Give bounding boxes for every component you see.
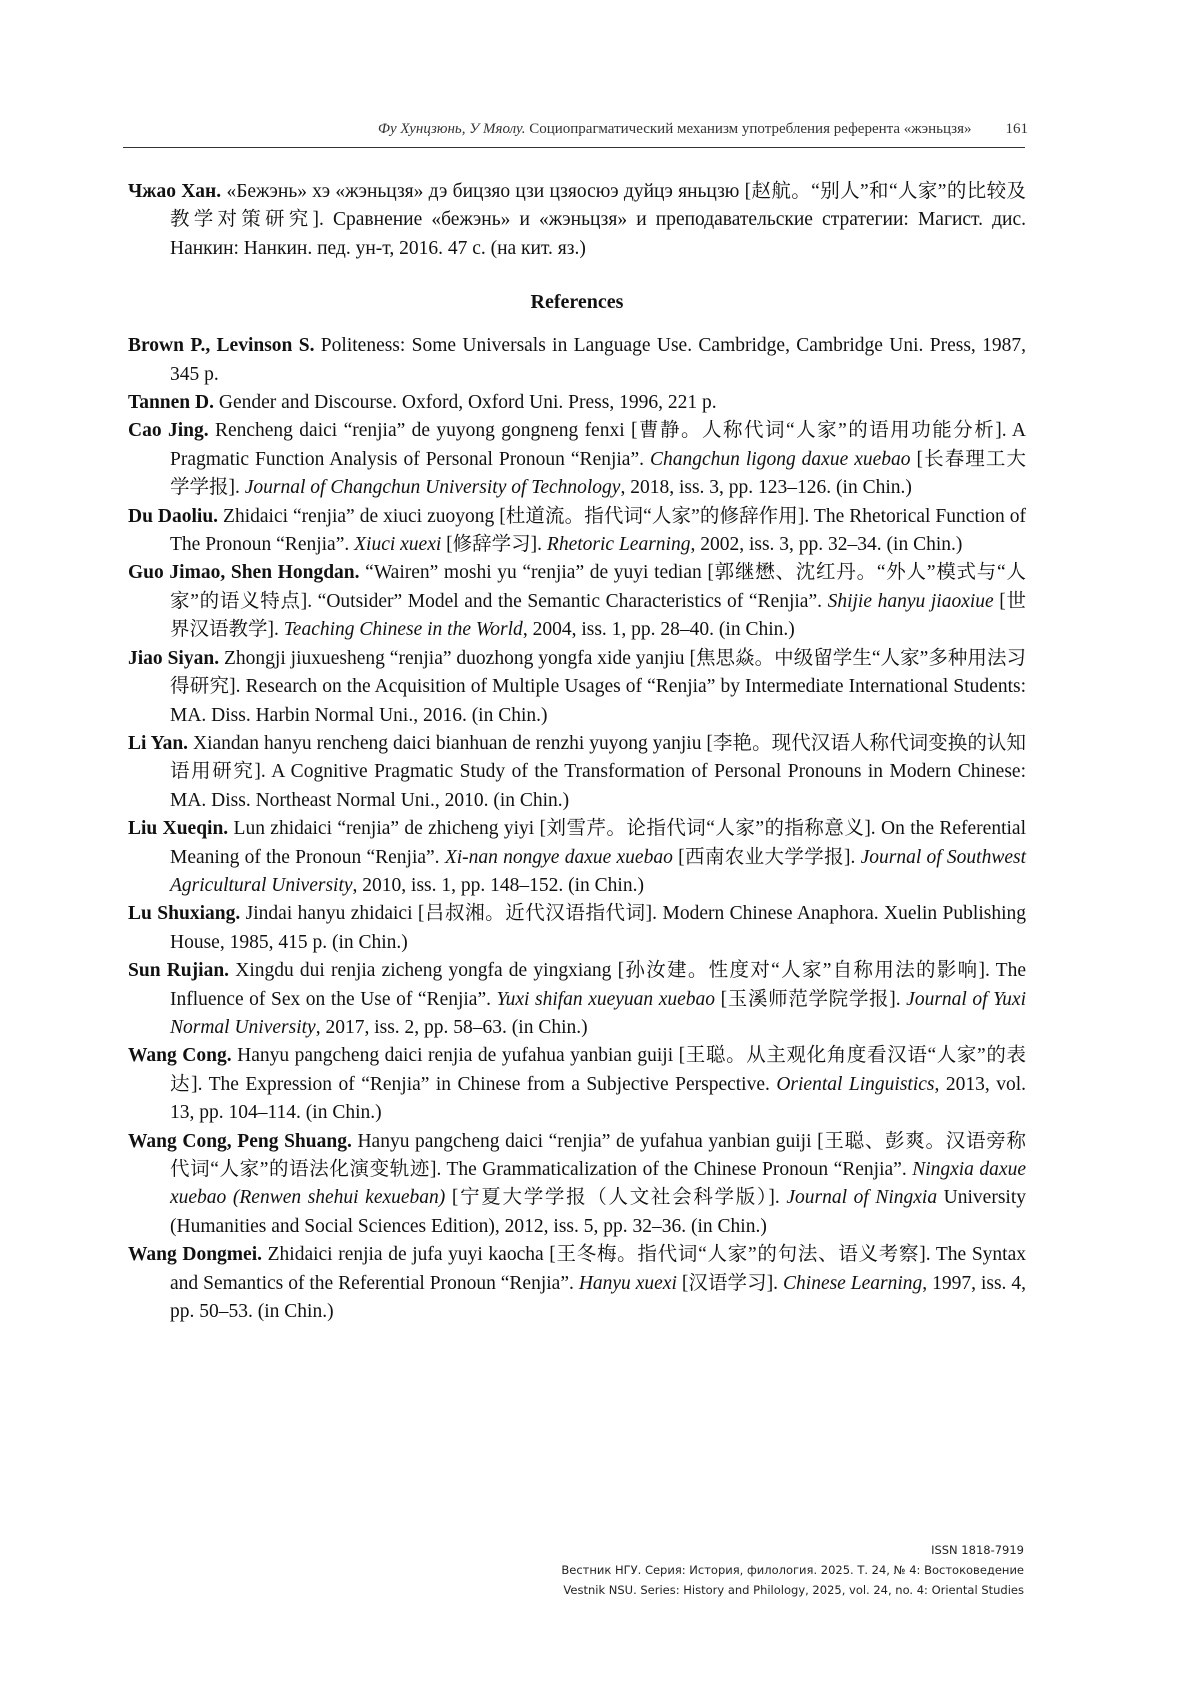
ref-journal-en: Chinese Learning — [783, 1272, 923, 1294]
ref-text: [西南农业大学学报]. — [672, 846, 861, 868]
ref-text: , 1997, iss. 4, pp. 50–53. (in Chin.) — [170, 1272, 1026, 1323]
reference-entry-liu-xueqin — [128, 815, 1026, 900]
ref-author: Wang Dongmei. — [128, 1244, 262, 1266]
ref-author: Li Yan. — [128, 732, 189, 754]
ref-text: , 2018, iss. 3, pp. 123–126. (in Chin.) — [620, 477, 912, 499]
ref-text: , 2013, vol. 13, pp. 104–114. (in Chin.) — [170, 1073, 1026, 1124]
header-authors: Фу Хунцзюнь, У Мяолу. — [377, 121, 526, 137]
reference-entry-sun-rujian — [128, 957, 1026, 1042]
ref-text: Zhongji jiuxuesheng “renjia” duozhong yongfa xide yanjiu [焦思焱。中级留学生“人家”多种用法习得研究]. Research on the Acquisition of Multiple Usages of “Renjia” by Intermediate International Students: MA. Diss. Harbin Normal Uni., 2016. (in Chin.) — [170, 647, 1026, 726]
journal-footer — [561, 1540, 1024, 1600]
footer-journal-ru: Вестник НГУ. Серия: История, филология. 2025. Т. 24, № 4: Востоковедение — [561, 1563, 1024, 1577]
ref-author: Cao Jing. — [128, 420, 209, 442]
ref-text: Xiandan hanyu rencheng daici bianhuan de renzhi yuyong yanjiu [李艳。现代汉语人称代词变换的认知语用研究]. A Cognitive Pragmatic Study of the Transformation of Personal Pronouns in Modern Chinese: MA. Diss. Northeast Normal Uni., 2010. (in Chin.) — [170, 732, 1026, 811]
reference-entry-wang-cong-peng-shuang — [128, 1128, 1026, 1242]
ref-text: , 2010, iss. 1, pp. 148–152. (in Chin.) — [352, 874, 644, 896]
footer-journal-en: Vestnik NSU. Series: History and Philology, 2025, vol. 24, no. 4: Oriental Studies — [563, 1583, 1024, 1597]
ref-text: , 2004, iss. 1, pp. 28–40. (in Chin.) — [522, 619, 795, 641]
ref-journal-en: Journal of Ningxia — [786, 1187, 938, 1209]
reference-entry-tannen — [128, 389, 1026, 417]
ref-text: , 2017, iss. 2, pp. 58–63. (in Chin.) — [315, 1016, 588, 1038]
reference-entry-wang-cong — [128, 1042, 1026, 1127]
ref-text: Xingdu dui renjia zicheng yongfa de yingxiang [孙汝建。性度对“人家”自称用法的影响]. The Influence of Sex on the Use of “Renjia”. — [170, 960, 1027, 1010]
ref-author: Tannen D. — [128, 392, 214, 414]
ref-text: Zhidaici renjia de jufa yuyi kaocha [王冬梅。指代词“人家”的句法、语义考察]. The Syntax and Semantics of the Referential Pronoun “Renjia”. — [170, 1244, 1026, 1294]
ref-journal: Shijie hanyu jiaoxiue — [827, 590, 994, 612]
ref-text: University (Humanities and Social Sciences Edition), 2012, iss. 5, pp. 32–36. (in Chin.) — [170, 1187, 1026, 1237]
header-title: Социопрагматический механизм употребления референта «жэньцзя» — [529, 121, 972, 137]
ref-text: , 2002, iss. 3, pp. 32–34. (in Chin.) — [690, 534, 963, 556]
ref-text: Hanyu pangcheng daici “renjia” de yufahua yanbian guiji [王聪、彭爽。汉语旁称代词“人家”的语法化演变轨迹]. The Grammaticalization of the Chinese Pronoun “Renjia”. — [170, 1130, 1026, 1180]
reference-entry-lu-shuxiang — [128, 900, 1026, 957]
ref-author: Jiao Siyan. — [128, 647, 220, 669]
ref-author: Brown P., Levinson S. — [128, 335, 315, 357]
ref-text: Zhidaici “renjia” de xiuci zuoyong [杜道流。指代词“人家”的修辞作用]. The Rhetorical Function of The Pronoun “Renjia”. — [170, 505, 1026, 556]
ref-text: “Wairen” moshi yu “renjia” de yuyi tedian [郭继懋、沈红丹。“外人”模式与“人家”的语义特点]. “Outsider” Model and the Semantic Characteristics of “Renjia”. — [170, 562, 1026, 612]
reference-entry-du-daoliu — [128, 503, 1026, 560]
reference-entry-guo-jimao — [128, 559, 1026, 644]
ref-text: Jindai hanyu zhidaici [吕叔湘。近代汉语指代词]. Modern Chinese Anaphora. Xuelin Publishing House, 1985, 415 p. (in Chin.) — [170, 903, 1026, 953]
ref-text: [长春理工大学学报]. — [170, 448, 1027, 499]
ref-author: Wang Cong, Peng Shuang. — [128, 1130, 352, 1152]
ref-journal-en: Rhetoric Learning — [546, 534, 691, 556]
ref-text: [修辞学习]. — [441, 534, 547, 556]
ref-journal-en: Journal of Yuxi Normal University — [170, 988, 1026, 1038]
ref-journal: Ningxia daxue xuebao (Renwen shehui kexueban) — [170, 1159, 1026, 1209]
ref-text: Hanyu pangcheng daici renjia de yufahua yanbian guiji [王聪。从主观化角度看汉语“人家”的表达]. The Expression of “Renjia” in Chinese from a Subjective Perspective. — [170, 1045, 1026, 1095]
ref-journal: Oriental Linguistics — [776, 1073, 935, 1095]
ref-journal: Hanyu xuexi — [578, 1272, 677, 1294]
footer-issn: ISSN 1818-7919 — [931, 1543, 1024, 1557]
header-rule — [123, 147, 1025, 148]
running-header-text — [378, 121, 972, 137]
ref-journal: Xi-nan nongye daxue xuebao — [444, 846, 673, 868]
reference-entry-brown — [128, 332, 1026, 389]
ref-text: Rencheng daici “renjia” de yuyong gongneng fenxi [曹静。人称代词“人家”的语用功能分析]. A Pragmatic Function Analysis of Personal Pronoun “Renjia”. — [170, 420, 1026, 470]
ref-author: Guo Jimao, Shen Hongdan. — [128, 562, 360, 584]
reference-entry-jiao-siyan — [128, 645, 1026, 730]
ref-journal-en: Journal of Southwest Agricultural University — [170, 846, 1026, 896]
ref-journal: Changchun ligong daxue xuebao — [649, 448, 911, 470]
ref-journal: Yuxi shifan xueyuan xuebao — [496, 988, 716, 1010]
ref-text: [世界汉语教学]. — [170, 590, 1026, 641]
reference-entry-li-yan — [128, 730, 1026, 815]
reference-entry-zhao-han — [128, 178, 1026, 263]
ref-author: Du Daoliu. — [128, 505, 219, 527]
ref-text: [宁夏大学学报（人文社会科学版）]. — [445, 1187, 787, 1209]
reference-entry-cao-jing — [128, 417, 1026, 502]
ref-author: Чжао Хан. — [128, 181, 222, 202]
ref-author: Liu Xueqin. — [128, 818, 229, 840]
references-heading: References — [530, 291, 624, 314]
page-number: 161 — [1005, 121, 1028, 137]
reference-entry-wang-dongmei — [128, 1241, 1026, 1326]
ref-text: Lun zhidaici “renjia” de zhicheng yiyi [刘雪芹。论指代词“人家”的指称意义]. On the Referential Meaning of the Pronoun “Renjia”. — [170, 818, 1026, 868]
ref-author: Wang Cong. — [128, 1045, 232, 1067]
ref-text: [汉语学习]. — [676, 1272, 784, 1294]
ref-journal-en: Teaching Chinese in the World — [283, 619, 523, 641]
ref-journal: Xiuci xuexi — [354, 534, 442, 556]
ref-author: Lu Shuxiang. — [128, 903, 241, 925]
ref-text: Politeness: Some Universals in Language Use. Cambridge, Cambridge Uni. Press, 1987, 345 p. — [170, 335, 1027, 385]
ref-text: [玉溪师范学院学报]. — [715, 988, 907, 1010]
page-content — [128, 178, 1026, 1326]
ref-journal-en: Journal of Changchun University of Technology — [244, 477, 621, 499]
running-header — [128, 121, 1028, 138]
ref-text: Gender and Discourse. Oxford, Oxford Uni. Press, 1996, 221 p. — [214, 392, 717, 414]
ref-text: «Бежэнь» хэ «жэньцзя» дэ бицзяо цзи цзяосюэ дуйцэ яньцзю [赵航。“别人”和“人家”的比较及教学对策研究]. Сравнение «бежэнь» и «жэньцзя» и преподавательские стратегии: Магист. дис. Нанкин: Нанкин. пед. ун-т, 2016. 47 с. (на кит. яз.) — [170, 181, 1026, 259]
ref-author: Sun Rujian. — [128, 960, 230, 982]
